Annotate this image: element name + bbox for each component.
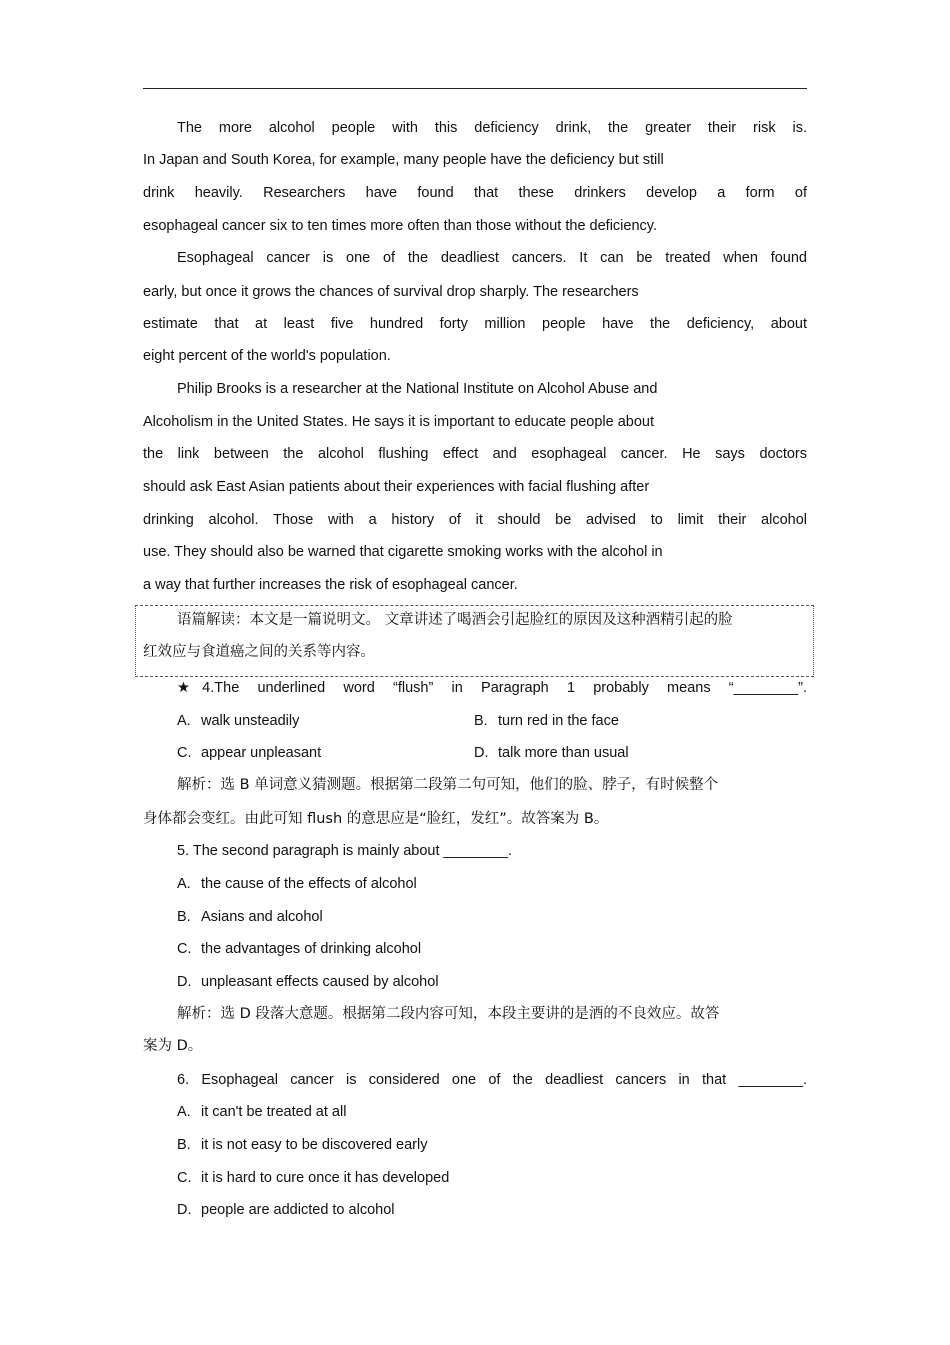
option-a[interactable]: A. walk unsteadily bbox=[177, 713, 300, 729]
option-a[interactable]: A. the cause of the effects of alcohol bbox=[177, 876, 417, 892]
passage-line: the link between the alcohol flushing effect and esophageal cancer. He says doctors bbox=[143, 446, 807, 462]
question-4-stem: ★4.The underlined word “flush” in Paragraph 1 probably means “________”. bbox=[177, 680, 807, 696]
question-5-analysis: 解析：选 D 段落大意题。根据第二段内容可知，本段主要讲的是酒的不良效应。故答 bbox=[177, 1006, 720, 1022]
option-a[interactable]: A. it can't be treated at all bbox=[177, 1104, 347, 1120]
passage-line: esophageal cancer six to ten times more often than those without the deficiency. bbox=[143, 218, 657, 234]
option-d[interactable]: D. talk more than usual bbox=[474, 745, 629, 761]
option-b[interactable]: B. it is not easy to be discovered early bbox=[177, 1137, 428, 1153]
passage-line: Alcoholism in the United States. He says it is important to educate people about bbox=[143, 414, 655, 430]
header-rule bbox=[143, 88, 807, 89]
passage-line: Esophageal cancer is one of the deadliest cancers. It can be treated when found bbox=[177, 250, 807, 266]
passage-line: drinking alcohol. Those with a history of it should be advised to limit their alcohol bbox=[143, 512, 807, 528]
question-5-analysis: 案为 D。 bbox=[143, 1038, 203, 1054]
option-c[interactable]: C. appear unpleasant bbox=[177, 745, 322, 761]
option-c[interactable]: C. it is hard to cure once it has developed bbox=[177, 1170, 450, 1186]
option-d[interactable]: D. people are addicted to alcohol bbox=[177, 1202, 395, 1218]
passage-line: estimate that at least five hundred forty million people have the deficiency, about bbox=[143, 316, 807, 332]
passage-line: should ask East Asian patients about their experiences with facial flushing after bbox=[143, 479, 650, 495]
question-5-stem: 5. The second paragraph is mainly about ________. bbox=[177, 843, 513, 859]
passage-line: eight percent of the world's population. bbox=[143, 348, 391, 364]
passage-line: use. They should also be warned that cigarette smoking works with the alcohol in bbox=[143, 544, 663, 560]
option-c[interactable]: C. the advantages of drinking alcohol bbox=[177, 941, 422, 957]
summary-line: 语篇解读：本文是一篇说明文。 文章讲述了喝酒会引起脸红的原因及这种酒精引起的脸 bbox=[177, 612, 733, 628]
option-b[interactable]: B. Asians and alcohol bbox=[177, 909, 323, 925]
summary-line: 红效应与食道癌之间的关系等内容。 bbox=[143, 644, 375, 660]
passage-line: In Japan and South Korea, for example, many people have the deficiency but still bbox=[143, 152, 664, 168]
passage-line: The more alcohol people with this deficiency drink, the greater their risk is. bbox=[177, 120, 807, 136]
passage-line: Philip Brooks is a researcher at the National Institute on Alcohol Abuse and bbox=[177, 381, 658, 397]
option-d[interactable]: D. unpleasant effects caused by alcohol bbox=[177, 974, 439, 990]
question-4-analysis: 身体都会变红。由此可知 flush 的意思应是“脸红，发红”。故答案为 B。 bbox=[143, 811, 609, 827]
option-b[interactable]: B. turn red in the face bbox=[474, 713, 619, 729]
question-4-analysis: 解析：选 B 单词意义猜测题。根据第二段第二句可知，他们的脸、脖子，有时候整个 bbox=[177, 777, 719, 793]
passage-line: drink heavily. Researchers have found that these drinkers develop a form of bbox=[143, 185, 807, 201]
question-6-stem: 6. Esophageal cancer is considered one of the deadliest cancers in that ________. bbox=[177, 1072, 807, 1088]
passage-line: a way that further increases the risk of esophageal cancer. bbox=[143, 577, 518, 593]
passage-line: early, but once it grows the chances of survival drop sharply. The researchers bbox=[143, 284, 639, 300]
